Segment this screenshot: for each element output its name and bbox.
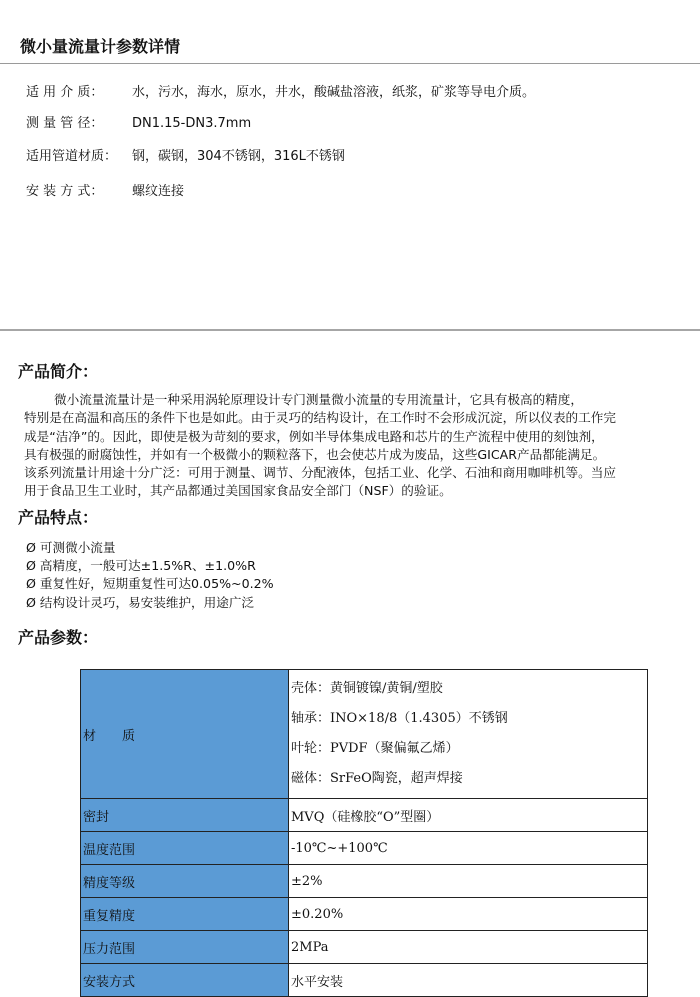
table-row bbox=[81, 799, 648, 832]
param-label: 安装方式 bbox=[81, 964, 289, 997]
spec-label: 测 量 管 径： bbox=[26, 116, 104, 131]
spec-value: 螺纹连接 bbox=[132, 184, 185, 199]
page-title: 微小量流量计参数详情 bbox=[20, 37, 181, 56]
intro-paragraph bbox=[24, 391, 688, 501]
spec-value: 钢，碳钢，304不锈钢，316L不锈钢 bbox=[132, 149, 345, 164]
table-row bbox=[81, 670, 648, 799]
table-row bbox=[81, 964, 648, 997]
feature-item: Ø 高精度，一般可达±1.5%R、±1.0%R bbox=[26, 558, 256, 574]
feature-item: Ø 结构设计灵巧，易安装维护，用途广泛 bbox=[26, 594, 255, 610]
param-value bbox=[289, 670, 648, 799]
param-value: ±2% bbox=[289, 865, 648, 898]
table-row bbox=[81, 898, 648, 931]
param-label: 压力范围 bbox=[81, 931, 289, 964]
param-value: 水平安装 bbox=[289, 964, 648, 997]
intro-line: 成是“洁净”的。因此，即使是极为苛刻的要求，例如半导体集成电路和芯片的生产流程中使用的刻蚀剂， bbox=[24, 428, 604, 444]
param-label: 温度范围 bbox=[81, 832, 289, 865]
param-label bbox=[81, 670, 289, 799]
spec-installation bbox=[26, 180, 184, 199]
table-row bbox=[81, 931, 648, 964]
param-value: 2MPa bbox=[289, 931, 648, 964]
feature-item: Ø 可测微小流量 bbox=[26, 540, 116, 555]
title-divider bbox=[0, 63, 700, 64]
intro-line: 具有极强的耐腐蚀性，并如有一个极微小的颗粒落下，也会使芯片成为废品，这些GICAR产品都能满足。 bbox=[24, 446, 606, 462]
params-table bbox=[80, 669, 648, 997]
material-lines bbox=[291, 674, 645, 794]
material-line: 叶轮：PVDF（聚偏氟乙烯） bbox=[291, 741, 459, 756]
table-row bbox=[81, 832, 648, 865]
features-list bbox=[26, 539, 274, 612]
intro-line: 特别是在高温和高压的条件下也是如此。由于灵巧的结构设计，在工作时不会形成沉淀，所以仪表的工作完 bbox=[24, 410, 616, 426]
material-line: 磁体：SrFeO陶瓷，超声焊接 bbox=[291, 771, 463, 786]
param-label: 重复精度 bbox=[81, 898, 289, 931]
spec-pipe-material bbox=[26, 145, 345, 164]
intro-line: 用于食品卫生工业时，其产品都通过美国国家食品安全部门（NSF）的验证。 bbox=[24, 483, 452, 499]
param-label: 精度等级 bbox=[81, 865, 289, 898]
material-line: 轴承：INO×18/8（1.4305）不锈钢 bbox=[291, 711, 508, 726]
spec-label: 适 用 介 质： bbox=[26, 85, 104, 100]
spec-value: DN1.15-DN3.7mm bbox=[132, 116, 252, 131]
intro-line: 微小流量流量计是一种采用涡轮原理设计专门测量微小流量的专用流量计，它具有极高的精度， bbox=[54, 392, 583, 407]
spec-diameter bbox=[26, 112, 251, 131]
spec-medium bbox=[26, 81, 535, 100]
param-label: 密封 bbox=[81, 799, 289, 832]
intro-line: 该系列流量计用途十分广泛：可用于测量、调节、分配液体，包括工业、化学、石油和商用咖啡机等。当应 bbox=[24, 465, 616, 481]
section-divider bbox=[0, 329, 700, 331]
param-value: ±0.20% bbox=[289, 898, 648, 931]
intro-heading: 产品简介： bbox=[18, 362, 99, 381]
spec-label: 安 装 方 式： bbox=[26, 184, 104, 199]
table-row bbox=[81, 865, 648, 898]
features-heading: 产品特点： bbox=[18, 508, 99, 527]
feature-item: Ø 重复性好，短期重复性可达0.05%~0.2% bbox=[26, 576, 274, 592]
param-value: MVQ（硅橡胶“O”型圈） bbox=[289, 799, 648, 832]
material-line: 壳体：黄铜镀镍/黄铜/塑胶 bbox=[291, 681, 443, 696]
material-label: 材 质 bbox=[83, 728, 136, 744]
spec-value: 水，污水，海水，原水，井水，酸碱盐溶液，纸浆，矿浆等导电介质。 bbox=[132, 85, 536, 100]
spec-label: 适用管道材质： bbox=[26, 149, 118, 164]
param-value: -10℃~+100℃ bbox=[289, 832, 648, 865]
params-heading: 产品参数： bbox=[18, 628, 99, 647]
